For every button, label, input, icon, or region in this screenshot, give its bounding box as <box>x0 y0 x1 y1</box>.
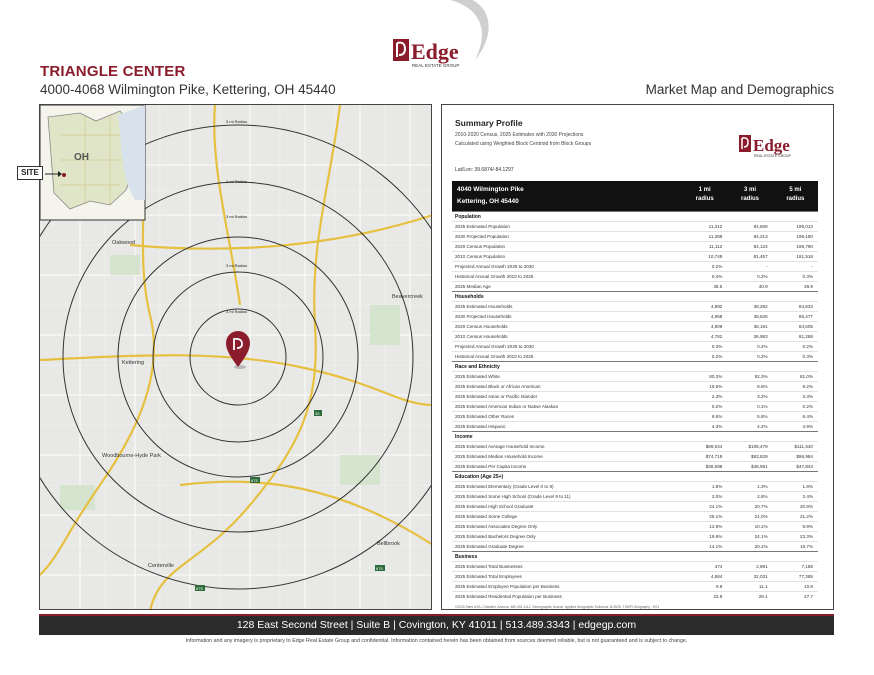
table-row <box>452 231 818 241</box>
row-value: 11.1 <box>759 584 768 589</box>
row-value: 4,762 <box>710 334 723 339</box>
row-label: Historical Annual Growth 2010 to 2025 <box>455 354 534 359</box>
row-value: 9.2% <box>802 384 813 389</box>
map-canvas <box>40 105 432 610</box>
place-oakwood: Oakwood <box>112 240 136 246</box>
place-kettering: Kettering <box>122 360 145 366</box>
row-value: 3.2% <box>757 394 768 399</box>
row-value: 81,288 <box>798 334 813 339</box>
route-shield-675a: 675 <box>251 478 258 483</box>
row-value: 0.2% <box>802 404 813 409</box>
table-row <box>452 531 818 541</box>
row-value: 2.3% <box>711 394 723 399</box>
row-label: 2025 Estimated Households <box>455 304 513 309</box>
row-value: 84,213 <box>753 234 768 239</box>
row-value: 2.0% <box>711 494 723 499</box>
section-header: Business <box>452 551 818 561</box>
footer-disclaimer: Information and any imagery is proprietary to Edge Real Estate Group and confidential. Information contained herein has been obtained from sources deemed reliable, but is not guaranteed and is subject to change. <box>185 638 688 644</box>
row-value: $89,044 <box>705 444 723 449</box>
row-value: 1.8% <box>711 484 723 489</box>
row-label: 2025 Estimated High School Graduate <box>455 504 534 509</box>
row-value: $48,981 <box>751 464 768 469</box>
place-woodbourne: Woodbourne-Hyde Park <box>102 453 161 459</box>
table-row <box>452 521 818 531</box>
table-row <box>452 491 818 501</box>
row-label: 2025 Estimated Some High School (Grade Level 9 to 11) <box>455 494 571 499</box>
route-shield-675b: 675 <box>196 586 203 591</box>
row-label: 2025 Estimated Asian or Pacific Islander <box>455 394 538 399</box>
row-value: 1.8% <box>802 484 813 489</box>
row-label: 2025 Median Age <box>455 284 491 289</box>
row-value: 84,505 <box>798 324 813 329</box>
radius-label-4mi: 3 mi Radius <box>226 179 248 184</box>
row-value: 40.9 <box>758 284 768 289</box>
row-value: 24.1% <box>709 504 723 509</box>
summary-profile-panel <box>441 104 834 610</box>
table-row <box>452 351 818 361</box>
edge-logo-icon <box>393 33 489 71</box>
property-title: TRIANGLE CENTER <box>40 63 186 80</box>
table-row <box>452 251 818 261</box>
table-row <box>452 301 818 311</box>
row-value: $108,479 <box>748 444 768 449</box>
table-row <box>452 261 818 271</box>
row-value: 0.2% <box>802 344 813 349</box>
row-value: 21.2% <box>799 514 813 519</box>
row-value: 2.8% <box>757 494 768 499</box>
row-value: 9.9 <box>715 584 723 589</box>
row-value: 0.1% <box>757 404 768 409</box>
row-label: 2020 Census Population <box>455 244 506 249</box>
radius-label-5mi: 5 mi Radius <box>226 119 248 124</box>
row-value: 4.2% <box>757 424 768 429</box>
table-row <box>452 561 818 571</box>
row-value: 23.9 <box>713 594 723 599</box>
row-label: 2025 Estimated Other Races <box>455 414 514 419</box>
row-value: 81,457 <box>753 254 768 259</box>
row-value: 19.7% <box>799 544 813 549</box>
table-row <box>452 461 818 471</box>
row-value: 11,112 <box>708 244 723 249</box>
row-value: 10.8 <box>804 584 813 589</box>
place-beavercreek: Beavercreek <box>392 294 423 300</box>
row-value: 25.1% <box>709 514 723 519</box>
section-header: Income <box>452 431 818 441</box>
row-value: 4,958 <box>710 314 723 319</box>
row-value: 0.2% <box>757 274 768 279</box>
table-row <box>452 481 818 491</box>
edge-logo-small-icon <box>739 131 811 161</box>
panel-brand-name: Edge <box>753 136 790 155</box>
col-header-3mi: 3 mi radius <box>740 187 759 202</box>
row-label: Projected Annual Growth 2025 to 2030 <box>455 344 534 349</box>
source-note: ©2025 Sites USA, Chandler, Arizona, 480-491-1112. Demographic Source: Applied Geographic Solutions 11/2025, TIGER Geography - RS1 <box>455 605 660 609</box>
row-value: 20.1% <box>754 544 768 549</box>
row-value: 0.4% <box>711 274 723 279</box>
row-value: 4.3% <box>711 424 723 429</box>
location-header <box>452 181 682 211</box>
row-value: - <box>811 264 813 269</box>
row-value: 2,891 <box>756 564 768 569</box>
row-value: 5.8% <box>757 414 768 419</box>
place-bellbrook: Bellbrook <box>377 541 400 547</box>
table-row <box>452 541 818 551</box>
row-value: 32,031 <box>753 574 768 579</box>
table-row <box>452 321 818 331</box>
row-value: 199,013 <box>796 224 813 229</box>
row-value: $74,719 <box>705 454 723 459</box>
table-row <box>452 411 818 421</box>
table-row <box>452 281 818 291</box>
row-value: 21.0% <box>754 514 768 519</box>
row-value: 4.9% <box>802 424 813 429</box>
row-label: Historical Annual Growth 2010 to 2025 <box>455 274 534 279</box>
section-header: Race and Ethnicity <box>452 361 818 371</box>
row-value: 8.5% <box>757 384 768 389</box>
row-label: 2025 Estimated American Indian or Native Alaskan <box>455 404 559 409</box>
row-value: 191,518 <box>796 254 813 259</box>
row-value: 29.1 <box>758 594 768 599</box>
row-value: 10,749 <box>708 254 723 259</box>
row-value: $86,984 <box>796 454 813 459</box>
row-value: 84,833 <box>798 304 813 309</box>
property-address: 4000-4068 Wilmington Pike, Kettering, OH 45440 <box>40 82 336 97</box>
row-value: 38,282 <box>753 304 768 309</box>
row-label: 2025 Estimated Black or African American <box>455 384 541 389</box>
row-value: 4,684 <box>710 574 723 579</box>
row-value: 38.5 <box>713 284 723 289</box>
row-value: 12.9% <box>709 524 723 529</box>
table-row <box>452 381 818 391</box>
row-value: 0.2% <box>757 344 768 349</box>
row-value: 36,983 <box>753 334 768 339</box>
table-row <box>452 341 818 351</box>
row-label: 2025 Estimated Residential Population per Business <box>455 594 562 599</box>
row-value: 39.9 <box>804 284 813 289</box>
row-label: 2025 Estimated White <box>455 374 500 379</box>
table-row <box>452 241 818 251</box>
demographics-table <box>452 181 818 601</box>
brand-tagline: REAL ESTATE GROUP <box>412 63 460 68</box>
row-value: 0.2% <box>711 404 723 409</box>
row-label: 2025 Estimated Bachelors Degree Only <box>455 534 536 539</box>
page-subtitle: Market Map and Demographics <box>645 82 834 97</box>
row-value: 6.4% <box>802 414 813 419</box>
row-label: 2025 Estimated Elementary (Grade Level 0 to 8) <box>455 484 554 489</box>
market-map <box>39 104 432 610</box>
inset-site-marker <box>62 173 66 177</box>
row-label: 2025 Estimated Graduate Degree <box>455 544 524 549</box>
table-header <box>452 181 818 211</box>
row-value: $111,540 <box>794 444 813 449</box>
state-label: OH <box>74 152 89 163</box>
location-line-2: Kettering, OH 45440 <box>457 198 519 205</box>
row-value: $38,598 <box>705 464 723 469</box>
row-label: 2025 Estimated Total Businesses <box>455 564 523 569</box>
row-value: 27.7 <box>804 594 813 599</box>
route-shield-35: 35 <box>315 411 320 416</box>
row-label: 2025 Estimated Population <box>455 224 510 229</box>
row-value: $47,843 <box>796 464 813 469</box>
row-value: 1.3% <box>757 484 768 489</box>
row-value: 14.1% <box>709 544 723 549</box>
row-label: 2030 Projected Households <box>455 314 512 319</box>
table-row <box>452 571 818 581</box>
row-value: 198,790 <box>796 244 813 249</box>
table-row <box>452 591 818 601</box>
route-shield-675c: 675 <box>376 566 383 571</box>
row-value: 77,385 <box>798 574 813 579</box>
row-value: 82.3% <box>754 374 768 379</box>
row-label: 2025 Estimated Hispanic <box>455 424 506 429</box>
row-value: 199,180 <box>796 234 813 239</box>
row-value: 3.4% <box>802 494 813 499</box>
location-line-1: 4040 Wilmington Pike <box>457 186 524 193</box>
row-value: 0.2% <box>711 354 723 359</box>
row-label: 2025 Estimated Total Employees <box>455 574 522 579</box>
row-value: 80.3% <box>709 374 723 379</box>
row-value: 474 <box>714 564 723 569</box>
row-value: - <box>766 264 768 269</box>
table-row <box>452 391 818 401</box>
table-row <box>452 311 818 321</box>
footer-contact: 128 East Second Street | Suite B | Covington, KY 41011 | 513.489.3343 | edgegp.com <box>39 616 834 635</box>
col-header-1mi: 1 mi radius <box>695 187 714 202</box>
radius-label-2mi: 3 mi Radius <box>226 263 248 268</box>
row-label: 2025 Estimated Associates Degree Only <box>455 524 538 529</box>
row-value: 7,188 <box>801 564 813 569</box>
radius-label-1mi: 3 mi Radius <box>226 309 248 314</box>
row-label: 2010 Census Population <box>455 254 506 259</box>
row-label: 2030 Projected Population <box>455 234 509 239</box>
table-body <box>452 211 818 601</box>
table-row <box>452 511 818 521</box>
row-value: 0.2% <box>711 264 723 269</box>
row-label: 2025 Estimated Average Household Income <box>455 444 545 449</box>
row-value: 11,312 <box>708 224 723 229</box>
row-value: 85,477 <box>798 314 813 319</box>
row-value: 0.2% <box>757 354 768 359</box>
row-value: $83,829 <box>751 454 768 459</box>
table-row <box>452 501 818 511</box>
row-label: 2025 Estimated Employee Population per Business <box>455 584 560 589</box>
panel-brand-tagline: REAL ESTATE GROUP <box>754 154 791 158</box>
row-value: 10.1% <box>754 524 768 529</box>
section-header: Population <box>452 211 818 221</box>
section-header: Education (Age 25+) <box>452 471 818 481</box>
section-header: Households <box>452 291 818 301</box>
row-label: 2025 Estimated Some College <box>455 514 518 519</box>
row-value: 38,191 <box>753 324 768 329</box>
summary-subtitle-1: 2010-2020 Census, 2025 Estimates with 2030 Projections <box>455 132 584 138</box>
row-value: 19.9% <box>709 534 723 539</box>
state-inset-map <box>40 105 145 220</box>
row-label: 2025 Estimated Median Household Income <box>455 454 543 459</box>
panel-brand-logo <box>739 131 811 161</box>
row-value: 9.9% <box>802 524 813 529</box>
brand-name: Edge <box>411 39 459 64</box>
row-value: 4,892 <box>710 304 723 309</box>
brand-logo <box>393 33 489 71</box>
col-header-5mi: 5 mi radius <box>786 187 805 202</box>
row-value: 4,909 <box>710 324 723 329</box>
place-centerville: Centerville <box>148 563 174 569</box>
summary-subtitle-2: Calculated using Weighted Block Centroid from Block Groups <box>455 141 592 147</box>
row-value: 20.7% <box>754 504 768 509</box>
row-label: 2025 Estimated Per Capita Income <box>455 464 527 469</box>
row-value: 0.3% <box>802 274 813 279</box>
row-value: 84,124 <box>753 244 768 249</box>
row-value: 38,828 <box>753 314 768 319</box>
row-value: 20.8% <box>799 504 813 509</box>
row-value: 11,399 <box>708 234 723 239</box>
summary-title: Summary Profile <box>455 118 523 128</box>
radius-label-3mi: 3 mi Radius <box>226 214 248 219</box>
row-value: 23.3% <box>799 534 813 539</box>
table-row <box>452 401 818 411</box>
lat-lon: Lat/Lon: 39.6874/-84.1297 <box>455 167 514 173</box>
table-row <box>452 271 818 281</box>
table-row <box>452 451 818 461</box>
row-value: 0.3% <box>802 354 813 359</box>
row-label: Projected Annual Growth 2025 to 2030 <box>455 264 534 269</box>
row-label: 2020 Census Households <box>455 324 508 329</box>
row-value: 0.3% <box>711 344 723 349</box>
table-row <box>452 441 818 451</box>
table-row <box>452 331 818 341</box>
table-row <box>452 221 818 231</box>
row-label: 2010 Census Households <box>455 334 508 339</box>
site-label: SITE <box>17 166 43 180</box>
row-value: 24.1% <box>754 534 768 539</box>
table-row <box>452 421 818 431</box>
row-value: 84,608 <box>753 224 768 229</box>
row-value: 3.3% <box>802 394 813 399</box>
table-row <box>452 581 818 591</box>
table-row <box>452 371 818 381</box>
row-value: 10.6% <box>709 384 723 389</box>
row-value: 6.6% <box>711 414 723 419</box>
row-value: 81.0% <box>799 374 813 379</box>
